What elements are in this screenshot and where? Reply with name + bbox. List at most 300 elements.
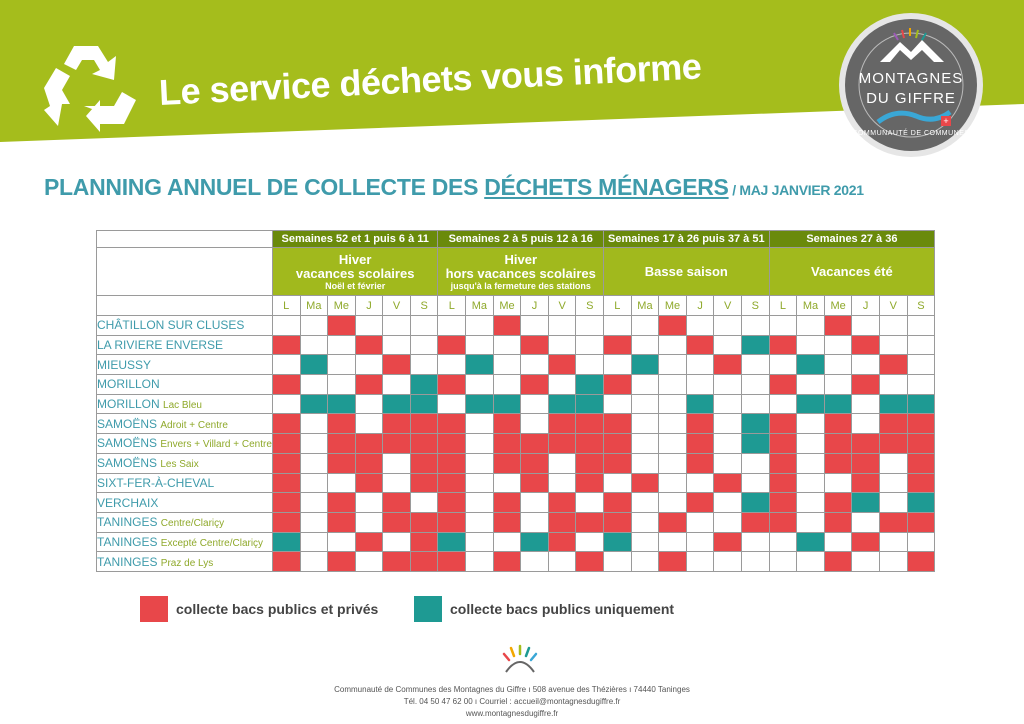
collection-cell-empty bbox=[824, 473, 852, 493]
collection-cell-empty bbox=[300, 473, 328, 493]
corner-blank bbox=[97, 231, 273, 248]
collection-cell-empty bbox=[824, 532, 852, 552]
collection-cell-empty bbox=[493, 375, 521, 395]
collection-cell-public-only bbox=[824, 394, 852, 414]
collection-cell-empty bbox=[631, 552, 659, 572]
collection-cell-empty bbox=[659, 335, 687, 355]
collection-cell-public-private bbox=[438, 453, 466, 473]
commune-label: VERCHAIX bbox=[97, 495, 159, 510]
day-header: L bbox=[769, 296, 797, 316]
collection-cell-empty bbox=[300, 375, 328, 395]
collection-cell-empty bbox=[797, 493, 825, 513]
season-title1: Vacances été bbox=[811, 263, 893, 279]
collection-cell-empty bbox=[659, 355, 687, 375]
collection-cell-public-private bbox=[686, 335, 714, 355]
collection-cell-empty bbox=[604, 316, 632, 336]
collection-cell-public-private bbox=[852, 434, 880, 454]
collection-cell-empty bbox=[797, 552, 825, 572]
recycle-icon bbox=[40, 40, 140, 132]
commune-row bbox=[97, 394, 935, 414]
collection-cell-empty bbox=[631, 375, 659, 395]
collection-cell-empty bbox=[742, 394, 770, 414]
collection-cell-empty bbox=[769, 394, 797, 414]
collection-cell-public-private bbox=[604, 453, 632, 473]
svg-text:+: + bbox=[943, 116, 949, 126]
collection-cell-empty bbox=[879, 453, 907, 473]
collection-cell-empty bbox=[466, 335, 494, 355]
season-title1: Basse saison bbox=[644, 263, 728, 279]
collection-cell-empty bbox=[686, 552, 714, 572]
collection-cell-public-private bbox=[272, 414, 300, 434]
commune-row bbox=[97, 552, 935, 572]
collection-cell-public-private bbox=[493, 493, 521, 513]
collection-cell-empty bbox=[686, 512, 714, 532]
collection-cell-public-private bbox=[493, 414, 521, 434]
commune-name bbox=[97, 512, 273, 532]
legend-label: collecte bacs publics et privés bbox=[176, 601, 379, 617]
collection-cell-empty bbox=[328, 335, 356, 355]
collection-cell-empty bbox=[604, 394, 632, 414]
collection-cell-public-private bbox=[659, 316, 687, 336]
collection-cell-public-private bbox=[383, 434, 411, 454]
season-note: jusqu'à la fermeture des stations bbox=[450, 280, 591, 291]
collection-cell-empty bbox=[631, 512, 659, 532]
collection-cell-public-private bbox=[272, 493, 300, 513]
day-header: J bbox=[686, 296, 714, 316]
collection-cell-public-private bbox=[576, 434, 604, 454]
collection-cell-empty bbox=[686, 473, 714, 493]
collection-cell-empty bbox=[300, 335, 328, 355]
logo-ring-text: COMMUNAUTÉ DE COMMUNES bbox=[852, 130, 970, 137]
collection-cell-public-private bbox=[328, 493, 356, 513]
commune-name bbox=[97, 394, 273, 414]
commune-row bbox=[97, 375, 935, 395]
collection-cell-empty bbox=[521, 316, 549, 336]
commune-label: TANINGES bbox=[97, 554, 158, 569]
commune-name bbox=[97, 493, 273, 513]
collection-cell-empty bbox=[852, 414, 880, 434]
collection-cell-public-private bbox=[879, 434, 907, 454]
collection-cell-public-only bbox=[300, 355, 328, 375]
day-header: L bbox=[438, 296, 466, 316]
collection-cell-public-private bbox=[824, 512, 852, 532]
collection-cell-public-private bbox=[576, 552, 604, 572]
collection-cell-empty bbox=[824, 355, 852, 375]
collection-cell-empty bbox=[466, 473, 494, 493]
collection-cell-empty bbox=[742, 473, 770, 493]
collection-cell-empty bbox=[576, 355, 604, 375]
collection-cell-empty bbox=[852, 552, 880, 572]
collection-cell-empty bbox=[300, 434, 328, 454]
collection-cell-public-private bbox=[576, 473, 604, 493]
collection-cell-public-private bbox=[410, 552, 438, 572]
collection-cell-empty bbox=[686, 375, 714, 395]
page-title bbox=[44, 174, 864, 201]
collection-cell-empty bbox=[686, 355, 714, 375]
collection-cell-empty bbox=[852, 316, 880, 336]
collection-cell-empty bbox=[879, 532, 907, 552]
collection-cell-empty bbox=[604, 552, 632, 572]
season-header bbox=[604, 248, 770, 296]
collection-cell-public-private bbox=[907, 512, 935, 532]
collection-cell-public-private bbox=[879, 355, 907, 375]
collection-cell-public-private bbox=[328, 453, 356, 473]
collection-cell-empty bbox=[769, 355, 797, 375]
collection-cell-public-private bbox=[907, 434, 935, 454]
collection-cell-public-private bbox=[272, 375, 300, 395]
collection-cell-public-private bbox=[328, 552, 356, 572]
day-header: S bbox=[907, 296, 935, 316]
collection-cell-public-private bbox=[852, 453, 880, 473]
collection-cell-empty bbox=[466, 493, 494, 513]
collection-cell-public-private bbox=[328, 434, 356, 454]
collection-cell-public-private bbox=[576, 512, 604, 532]
commune-name bbox=[97, 453, 273, 473]
collection-cell-empty bbox=[686, 532, 714, 552]
collection-cell-public-only bbox=[879, 394, 907, 414]
collection-cell-public-private bbox=[410, 512, 438, 532]
collection-cell-public-private bbox=[604, 493, 632, 513]
day-header: J bbox=[355, 296, 383, 316]
collection-cell-public-private bbox=[383, 512, 411, 532]
collection-cell-public-private bbox=[631, 473, 659, 493]
logo-line1: MONTAGNES bbox=[858, 70, 964, 87]
collection-cell-public-only bbox=[548, 394, 576, 414]
collection-cell-public-private bbox=[714, 473, 742, 493]
collection-cell-public-private bbox=[328, 316, 356, 336]
collection-cell-empty bbox=[493, 355, 521, 375]
commune-label: TANINGES bbox=[97, 534, 158, 549]
collection-cell-empty bbox=[576, 493, 604, 513]
collection-cell-public-private bbox=[410, 453, 438, 473]
collection-cell-public-private bbox=[686, 493, 714, 513]
collection-cell-empty bbox=[742, 375, 770, 395]
collection-cell-public-private bbox=[438, 335, 466, 355]
collection-cell-public-private bbox=[769, 414, 797, 434]
collection-cell-public-private bbox=[493, 512, 521, 532]
collection-cell-empty bbox=[410, 355, 438, 375]
collection-cell-empty bbox=[714, 375, 742, 395]
commune-sector: Praz de Lys bbox=[160, 557, 214, 569]
collection-cell-empty bbox=[548, 316, 576, 336]
collection-cell-empty bbox=[272, 394, 300, 414]
collection-cell-public-private bbox=[272, 453, 300, 473]
collection-cell-public-only bbox=[576, 375, 604, 395]
collection-cell-empty bbox=[466, 414, 494, 434]
collection-cell-public-private bbox=[824, 434, 852, 454]
collection-cell-public-private bbox=[879, 512, 907, 532]
collection-cell-empty bbox=[714, 394, 742, 414]
collection-cell-empty bbox=[879, 375, 907, 395]
collection-cell-empty bbox=[466, 434, 494, 454]
collection-cell-public-private bbox=[769, 453, 797, 473]
collection-cell-public-private bbox=[328, 414, 356, 434]
collection-cell-public-private bbox=[493, 434, 521, 454]
collection-cell-empty bbox=[714, 434, 742, 454]
collection-cell-empty bbox=[410, 493, 438, 513]
collection-cell-public-private bbox=[355, 532, 383, 552]
commune-row bbox=[97, 335, 935, 355]
commune-row bbox=[97, 473, 935, 493]
collection-cell-public-only bbox=[742, 335, 770, 355]
collection-cell-public-private bbox=[355, 473, 383, 493]
commune-sector: Envers + Villard + Centre bbox=[160, 439, 272, 451]
collection-cell-empty bbox=[714, 512, 742, 532]
collection-cell-public-private bbox=[714, 355, 742, 375]
montagnes-du-giffre-logo bbox=[838, 12, 984, 158]
footer-contact: Tél. 04 50 47 62 00 ı Courriel : accueil@montagnesdugiffre.fr bbox=[403, 697, 621, 706]
collection-cell-empty bbox=[272, 316, 300, 336]
collection-cell-public-private bbox=[769, 434, 797, 454]
commune-sector: Lac Bleu bbox=[163, 400, 202, 412]
collection-cell-empty bbox=[300, 414, 328, 434]
collection-cell-public-private bbox=[824, 453, 852, 473]
title-part1: PLANNING ANNUEL DE COLLECTE DES bbox=[44, 174, 485, 200]
collection-cell-empty bbox=[907, 532, 935, 552]
day-header: Me bbox=[659, 296, 687, 316]
collection-cell-empty bbox=[631, 316, 659, 336]
collection-cell-empty bbox=[797, 316, 825, 336]
commune-row bbox=[97, 434, 935, 454]
collection-cell-public-only bbox=[907, 394, 935, 414]
collection-cell-public-private bbox=[769, 473, 797, 493]
collection-cell-public-private bbox=[548, 512, 576, 532]
commune-row bbox=[97, 493, 935, 513]
collection-cell-empty bbox=[355, 552, 383, 572]
collection-cell-empty bbox=[742, 355, 770, 375]
collection-cell-empty bbox=[300, 552, 328, 572]
legend-swatch-red bbox=[140, 596, 168, 622]
collection-cell-empty bbox=[576, 532, 604, 552]
legend-item-public-private bbox=[140, 596, 378, 622]
collection-cell-empty bbox=[659, 473, 687, 493]
day-header: L bbox=[272, 296, 300, 316]
commune-sector: Centre/Clariçy bbox=[160, 518, 225, 530]
collection-cell-public-private bbox=[686, 453, 714, 473]
collection-cell-public-private bbox=[879, 414, 907, 434]
commune-name bbox=[97, 355, 273, 375]
logo-line2: DU GIFFRE bbox=[866, 90, 956, 107]
collection-cell-empty bbox=[769, 532, 797, 552]
collection-cell-empty bbox=[742, 532, 770, 552]
period-weeks-header: Semaines 17 à 26 puis 37 à 51 bbox=[604, 231, 770, 248]
collection-cell-public-only bbox=[328, 394, 356, 414]
collection-cell-empty bbox=[355, 316, 383, 336]
collection-cell-public-only bbox=[466, 355, 494, 375]
collection-cell-empty bbox=[714, 414, 742, 434]
collection-cell-empty bbox=[879, 552, 907, 572]
season-note: Noël et février bbox=[325, 280, 386, 291]
collection-cell-empty bbox=[576, 316, 604, 336]
season-title2: vacances scolaires bbox=[295, 265, 415, 281]
collection-cell-public-private bbox=[410, 473, 438, 493]
collection-cell-public-private bbox=[521, 434, 549, 454]
collection-cell-public-private bbox=[383, 355, 411, 375]
collection-cell-empty bbox=[604, 473, 632, 493]
collection-cell-empty bbox=[714, 335, 742, 355]
collection-cell-empty bbox=[355, 414, 383, 434]
collection-cell-public-private bbox=[521, 453, 549, 473]
collection-cell-empty bbox=[631, 434, 659, 454]
season-title1: Hiver bbox=[338, 251, 372, 267]
collection-cell-empty bbox=[328, 473, 356, 493]
day-header: V bbox=[714, 296, 742, 316]
period-weeks-header: Semaines 27 à 36 bbox=[769, 231, 935, 248]
day-header: S bbox=[410, 296, 438, 316]
collection-cell-public-only bbox=[576, 394, 604, 414]
collection-cell-empty bbox=[631, 414, 659, 434]
commune-label: SAMOËNS bbox=[97, 416, 158, 431]
commune-label: MORILLON bbox=[97, 397, 160, 412]
collection-cell-empty bbox=[466, 532, 494, 552]
collection-cell-empty bbox=[466, 552, 494, 572]
collection-cell-empty bbox=[383, 473, 411, 493]
collection-cell-public-private bbox=[604, 414, 632, 434]
collection-cell-public-private bbox=[907, 414, 935, 434]
collection-cell-public-only bbox=[742, 493, 770, 513]
collection-cell-empty bbox=[659, 414, 687, 434]
collection-cell-public-private bbox=[824, 316, 852, 336]
collection-cell-empty bbox=[272, 355, 300, 375]
collection-cell-public-private bbox=[410, 434, 438, 454]
collection-cell-public-private bbox=[824, 493, 852, 513]
day-header: Ma bbox=[797, 296, 825, 316]
collection-cell-empty bbox=[521, 355, 549, 375]
banner-title: Le service déchets vous informe bbox=[158, 45, 703, 113]
day-header: Me bbox=[493, 296, 521, 316]
collection-cell-public-private bbox=[604, 434, 632, 454]
collection-cell-empty bbox=[659, 375, 687, 395]
corner-blank bbox=[97, 248, 273, 296]
collection-cell-public-private bbox=[548, 434, 576, 454]
collection-cell-public-private bbox=[272, 434, 300, 454]
collection-cell-public-private bbox=[769, 493, 797, 513]
collection-cell-public-private bbox=[686, 414, 714, 434]
commune-name bbox=[97, 532, 273, 552]
commune-label: MIEUSSY bbox=[97, 357, 152, 372]
collection-cell-public-private bbox=[328, 512, 356, 532]
collection-cell-public-only bbox=[742, 414, 770, 434]
collection-cell-public-private bbox=[548, 414, 576, 434]
collection-cell-empty bbox=[742, 453, 770, 473]
collection-cell-public-private bbox=[852, 473, 880, 493]
collection-cell-empty bbox=[383, 316, 411, 336]
commune-name bbox=[97, 434, 273, 454]
collection-cell-public-private bbox=[493, 453, 521, 473]
collection-cell-empty bbox=[328, 355, 356, 375]
collection-cell-empty bbox=[300, 512, 328, 532]
collection-cell-public-private bbox=[742, 512, 770, 532]
day-header: S bbox=[742, 296, 770, 316]
collection-cell-public-private bbox=[548, 493, 576, 513]
collection-cell-empty bbox=[852, 394, 880, 414]
collection-cell-public-only bbox=[907, 493, 935, 513]
commune-name bbox=[97, 473, 273, 493]
collection-cell-empty bbox=[907, 355, 935, 375]
collection-cell-empty bbox=[631, 532, 659, 552]
collection-cell-public-private bbox=[824, 414, 852, 434]
collection-cell-empty bbox=[383, 375, 411, 395]
collection-cell-empty bbox=[466, 316, 494, 336]
collection-schedule-table bbox=[96, 230, 935, 572]
collection-cell-public-only bbox=[797, 355, 825, 375]
day-header: Ma bbox=[466, 296, 494, 316]
collection-cell-public-private bbox=[907, 453, 935, 473]
day-header: Ma bbox=[300, 296, 328, 316]
collection-cell-empty bbox=[466, 453, 494, 473]
season-title2: hors vacances scolaires bbox=[445, 265, 596, 281]
day-header: V bbox=[879, 296, 907, 316]
commune-name bbox=[97, 552, 273, 572]
title-emphasis: DÉCHETS MÉNAGERS bbox=[484, 174, 729, 200]
collection-cell-empty bbox=[714, 493, 742, 513]
collection-cell-public-private bbox=[272, 512, 300, 532]
commune-label: SAMOËNS bbox=[97, 436, 158, 451]
collection-cell-public-private bbox=[521, 375, 549, 395]
collection-cell-public-private bbox=[548, 355, 576, 375]
commune-sector: Excepté Centre/Clariçy bbox=[160, 537, 264, 549]
collection-cell-public-private bbox=[272, 473, 300, 493]
collection-cell-empty bbox=[797, 512, 825, 532]
collection-cell-empty bbox=[493, 532, 521, 552]
collection-cell-empty bbox=[714, 453, 742, 473]
commune-name bbox=[97, 316, 273, 336]
collection-cell-empty bbox=[548, 375, 576, 395]
collection-cell-empty bbox=[383, 532, 411, 552]
day-header: Me bbox=[328, 296, 356, 316]
collection-cell-public-private bbox=[604, 512, 632, 532]
collection-cell-empty bbox=[742, 552, 770, 572]
collection-cell-empty bbox=[631, 453, 659, 473]
legend-swatch-teal bbox=[414, 596, 442, 622]
collection-cell-empty bbox=[328, 532, 356, 552]
commune-label: CHÂTILLON SUR CLUSES bbox=[97, 318, 245, 333]
collection-cell-empty bbox=[879, 473, 907, 493]
collection-cell-public-only bbox=[300, 394, 328, 414]
collection-cell-public-private bbox=[438, 375, 466, 395]
commune-row bbox=[97, 414, 935, 434]
collection-cell-public-private bbox=[769, 512, 797, 532]
collection-cell-public-private bbox=[355, 335, 383, 355]
collection-cell-empty bbox=[631, 335, 659, 355]
day-header: J bbox=[521, 296, 549, 316]
collection-cell-empty bbox=[576, 335, 604, 355]
collection-cell-empty bbox=[438, 355, 466, 375]
collection-cell-public-private bbox=[576, 414, 604, 434]
collection-cell-empty bbox=[879, 316, 907, 336]
commune-sector: Adroit + Centre bbox=[160, 419, 228, 431]
commune-name bbox=[97, 414, 273, 434]
collection-cell-public-only bbox=[438, 532, 466, 552]
collection-cell-public-only bbox=[686, 394, 714, 414]
collection-cell-public-only bbox=[797, 532, 825, 552]
collection-cell-empty bbox=[631, 493, 659, 513]
commune-label: MORILLON bbox=[97, 377, 160, 392]
commune-row bbox=[97, 316, 935, 336]
collection-cell-public-private bbox=[714, 532, 742, 552]
collection-cell-public-private bbox=[659, 552, 687, 572]
collection-cell-public-only bbox=[797, 394, 825, 414]
collection-cell-public-private bbox=[852, 375, 880, 395]
collection-cell-public-private bbox=[521, 473, 549, 493]
collection-cell-empty bbox=[521, 414, 549, 434]
collection-cell-public-private bbox=[576, 453, 604, 473]
collection-cell-public-private bbox=[438, 434, 466, 454]
collection-cell-public-private bbox=[769, 375, 797, 395]
collection-cell-public-private bbox=[355, 453, 383, 473]
collection-cell-empty bbox=[659, 434, 687, 454]
collection-cell-public-private bbox=[604, 375, 632, 395]
